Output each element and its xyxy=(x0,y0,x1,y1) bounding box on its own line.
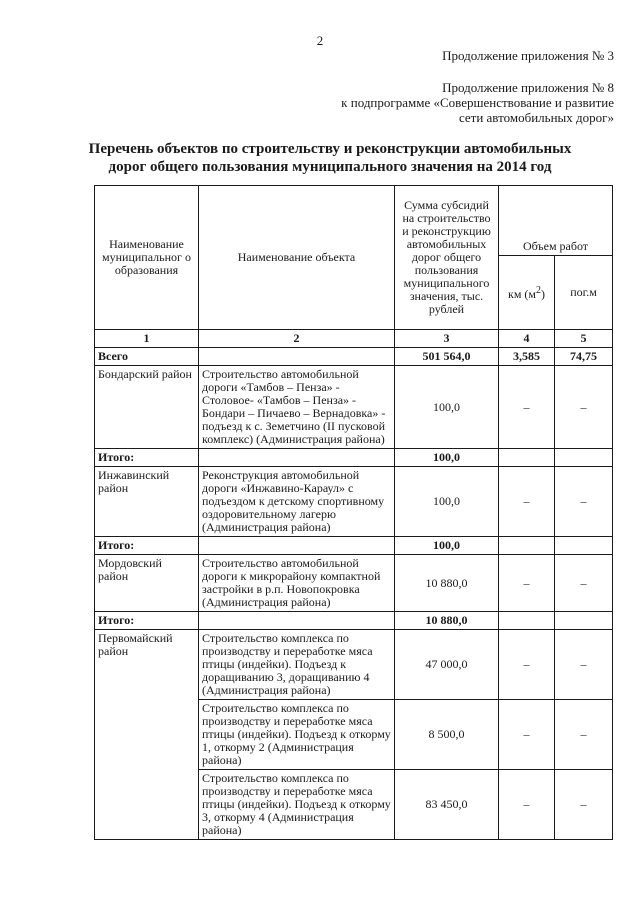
district-name: Инжавинский район xyxy=(95,467,199,537)
object-name: Реконструкция автомобильной дороги «Инжавино-Караул» с подъездом к детскому спортивному оздоровительному лагерю (Администрация района) xyxy=(199,467,395,537)
subtotal-empty xyxy=(199,449,395,467)
object-sum: 47 000,0 xyxy=(395,630,499,700)
header-object: Наименование объекта xyxy=(199,186,395,330)
column-number: 1 xyxy=(95,330,199,348)
header-km xyxy=(499,256,555,330)
header-km-prefix: км (м xyxy=(507,287,536,301)
header-municipality: Наименование муниципальног о образования xyxy=(95,186,199,330)
subtotal-row xyxy=(95,537,613,555)
object-sum: 83 450,0 xyxy=(395,770,499,840)
object-name: Строительство автомобильной дороги к микрорайону компактной застройки в р.п. Новопокровка (Администрация района) xyxy=(199,555,395,612)
column-number: 3 xyxy=(395,330,499,348)
appendix-line-4: сети автомобильных дорог» xyxy=(458,110,614,125)
title-line-2: дорог общего пользования муниципального значения на 2014 год xyxy=(108,159,552,175)
column-number: 2 xyxy=(199,330,395,348)
subtotal-sum: 10 880,0 xyxy=(395,612,499,630)
page-number: 2 xyxy=(316,33,324,48)
table-row xyxy=(95,555,613,612)
object-pm: – xyxy=(555,366,613,449)
grand-total-empty xyxy=(199,348,395,366)
object-km: – xyxy=(499,700,555,770)
subtotal-empty xyxy=(199,537,395,555)
object-sum: 100,0 xyxy=(395,467,499,537)
column-numbers-row xyxy=(95,330,613,348)
column-number: 5 xyxy=(555,330,613,348)
object-sum: 10 880,0 xyxy=(395,555,499,612)
table-row xyxy=(95,366,613,449)
object-pm: – xyxy=(555,700,613,770)
subtotal-empty xyxy=(499,612,555,630)
object-km: – xyxy=(499,630,555,700)
object-name: Строительство комплекса по производству и переработке мяса птицы (индейки). Подъезд к откорму 3, откорму 4 (Администрация района) xyxy=(199,770,395,840)
title-line-1: Перечень объектов по строительству и реконструкции автомобильных xyxy=(88,141,572,157)
object-pm: – xyxy=(555,555,613,612)
subtotal-label: Итого: xyxy=(95,537,199,555)
subtotal-empty xyxy=(499,449,555,467)
document-title xyxy=(30,140,630,176)
grand-total-label: Всего xyxy=(95,348,199,366)
grand-total-row xyxy=(95,348,613,366)
grand-total-pm: 74,75 xyxy=(555,348,613,366)
object-pm: – xyxy=(555,467,613,537)
header-volume: Объем работ xyxy=(499,186,613,256)
appendix-line-3: к подпрограмме «Совершенствование и развитие xyxy=(341,95,614,110)
object-pm: – xyxy=(555,770,613,840)
subtotal-empty xyxy=(555,612,613,630)
subtotal-label: Итого: xyxy=(95,612,199,630)
object-km: – xyxy=(499,467,555,537)
subtotal-sum: 100,0 xyxy=(395,537,499,555)
object-km: – xyxy=(499,555,555,612)
table-row xyxy=(95,467,613,537)
object-km: – xyxy=(499,366,555,449)
district-name: Бондарский район xyxy=(95,366,199,449)
subtotal-empty xyxy=(199,612,395,630)
header-km-suffix: ) xyxy=(541,287,545,301)
district-name: Мордовский район xyxy=(95,555,199,612)
district-name: Первомайский район xyxy=(95,630,199,840)
subtotal-row xyxy=(95,612,613,630)
header-km-sup: 2 xyxy=(536,285,541,296)
grand-total-sum: 501 564,0 xyxy=(395,348,499,366)
table-row xyxy=(95,630,613,700)
subtotal-row xyxy=(95,449,613,467)
subtotal-label: Итого: xyxy=(95,449,199,467)
header-subsidy-sum: Сумма субсидий на строительство и реконструкцию автомобильных дорог общего пользования муниципального значения, тыс. рублей xyxy=(395,186,499,330)
header-row xyxy=(95,186,613,256)
object-sum: 100,0 xyxy=(395,366,499,449)
appendix-line-1: Продолжение приложения № 3 xyxy=(442,48,614,63)
subtotal-empty xyxy=(555,449,613,467)
appendix-note-3 xyxy=(442,48,614,63)
object-name: Строительство комплекса по производству и переработке мяса птицы (индейки). Подъезд к откорму 1, откорму 2 (Администрация района) xyxy=(199,700,395,770)
object-km: – xyxy=(499,770,555,840)
appendix-line-2: Продолжение приложения № 8 xyxy=(442,80,614,95)
object-sum: 8 500,0 xyxy=(395,700,499,770)
object-name: Строительство автомобильной дороги «Тамбов – Пенза» - Столовое- «Тамбов – Пенза» - Бондари – Пичаево – Вернадовка» - подъезд к с. Земетчино (II пусковой комплекс) (Администрация района) xyxy=(199,366,395,449)
column-number: 4 xyxy=(499,330,555,348)
object-name: Строительство комплекса по производству и переработке мяса птицы (индейки). Подъезд к доращиванию 3, доращиванию 4 (Администрация района) xyxy=(199,630,395,700)
object-pm: – xyxy=(555,630,613,700)
header-pm: пог.м xyxy=(555,256,613,330)
subtotal-empty xyxy=(555,537,613,555)
grand-total-km: 3,585 xyxy=(499,348,555,366)
appendix-note-8 xyxy=(341,80,614,125)
subtotal-empty xyxy=(499,537,555,555)
subtotal-sum: 100,0 xyxy=(395,449,499,467)
objects-table xyxy=(94,185,613,840)
